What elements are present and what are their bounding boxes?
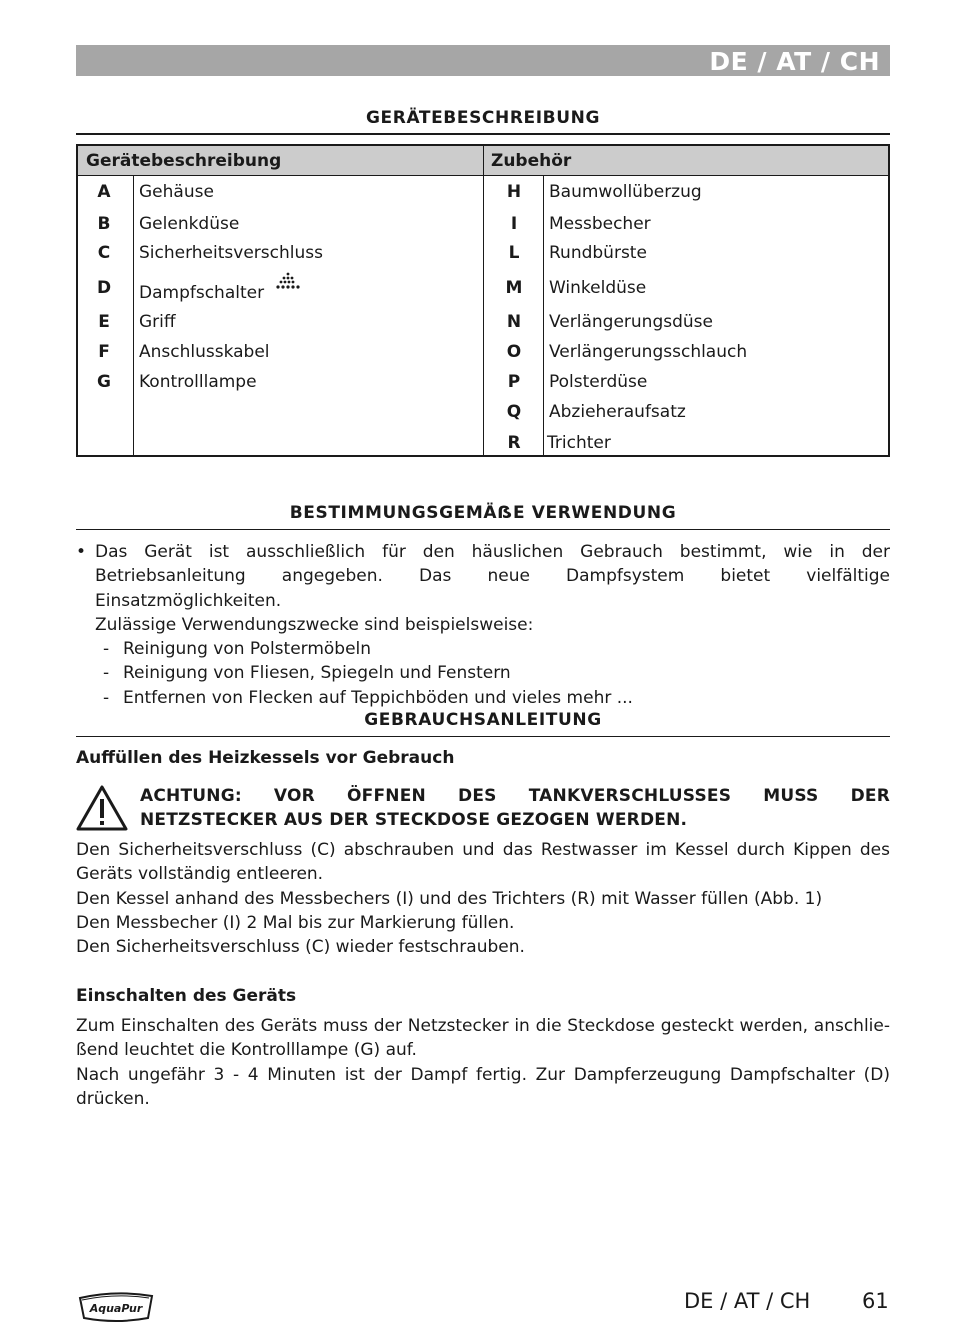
warning-line: ACHTUNG: VOR ÖFFNEN DES TANKVERSCHLUSSES MUSS DER <box>140 786 890 806</box>
table-header-right: Zubehör <box>491 151 572 171</box>
dampfschalter-label: Dampfschalter <box>139 283 265 303</box>
section-rule <box>76 133 890 135</box>
section-title-verwendung: BESTIMMUNGSGEMÄẞE VERWENDUNG <box>289 503 677 523</box>
table-row-text: Gelenkdüse <box>139 214 240 234</box>
dash: - <box>103 663 110 684</box>
list-item: Reinigung von Polstermöbeln <box>123 639 372 660</box>
power-on-instructions <box>76 1014 890 1111</box>
table-row-letter: E <box>98 312 110 332</box>
list-item: Reinigung von Fliesen, Spiegeln und Fenstern <box>123 663 511 684</box>
table-row-text: Kontrolllampe <box>139 372 257 392</box>
dash: - <box>103 639 110 660</box>
table-row-letter: F <box>98 342 110 362</box>
table-row-letter: R <box>507 433 521 453</box>
section-rule <box>76 736 890 737</box>
parts-table <box>76 144 890 457</box>
page-number: 61 <box>862 1289 889 1313</box>
instruction-line: drücken. <box>76 1088 150 1109</box>
bullet: • <box>76 542 87 562</box>
steam-icon <box>273 271 303 293</box>
footer-region: DE / AT / CH <box>684 1289 811 1313</box>
table-row-text: Rundbürste <box>549 243 647 263</box>
section-rule <box>76 529 890 530</box>
table-row-letter: M <box>505 278 523 298</box>
table-row-text: Anschlusskabel <box>139 342 270 362</box>
table-row-letter: D <box>96 278 112 298</box>
table-row-text <box>139 283 264 303</box>
table-row-text: Verlängerungsdüse <box>549 312 713 332</box>
usage-paragraph <box>76 540 890 710</box>
table-row-letter: Q <box>506 402 522 422</box>
table-row-letter: L <box>508 243 520 263</box>
table-row-text: Polsterdüse <box>549 372 648 392</box>
table-row-letter: G <box>97 372 111 392</box>
logo-text: AquaPur <box>89 1302 143 1315</box>
warning-text <box>140 784 890 832</box>
instruction-line: Zum Einschalten des Geräts muss der Netzstecker in die Steckdose gesteckt werden, anschlie- <box>76 1016 890 1036</box>
warning-line: NETZSTECKER AUS DER STECKDOSE GEZOGEN WERDEN. <box>140 810 688 830</box>
instruction-line: Nach ungefähr 3 - 4 Minuten ist der Dampf fertig. Zur Dampferzeugung Dampfschalter (D) <box>76 1064 890 1085</box>
dash: - <box>103 687 110 708</box>
table-row-text: Messbecher <box>549 214 651 234</box>
warning-triangle-icon <box>76 784 128 832</box>
usage-line: Das Gerät ist ausschließlich für den häuslichen Gebrauch bestimmt, wie in der <box>95 542 890 562</box>
header-title: DE / AT / CH <box>709 47 880 76</box>
table-row-text: Verlängerungsschlauch <box>549 342 748 362</box>
table-row-letter: C <box>97 243 111 263</box>
table-row-text: Winkeldüse <box>549 278 647 298</box>
instruction-line: Geräts vollständig entleeren. <box>76 864 324 885</box>
table-row-text: Abzieheraufsatz <box>549 402 686 422</box>
fill-instructions <box>76 838 890 959</box>
instruction-line: ßend leuchtet die Kontrolllampe (G) auf. <box>76 1040 417 1061</box>
instruction-line: Den Sicherheitsverschluss (C) wieder festschrauben. <box>76 937 525 958</box>
table-row-text: Gehäuse <box>139 182 214 202</box>
subheading-einschalten: Einschalten des Geräts <box>76 986 297 1006</box>
table-row-letter: A <box>97 182 111 202</box>
table-row-text: Sicherheitsverschluss <box>139 243 323 263</box>
aquapur-logo <box>76 1288 156 1324</box>
table-row-text: Baumwollüberzug <box>549 182 702 202</box>
table-row-text: Griff <box>139 312 176 332</box>
table-row-letter: I <box>510 214 518 234</box>
section-title-gebrauchsanleitung: GEBRAUCHSANLEITUNG <box>364 710 602 730</box>
table-row-letter: H <box>506 182 522 202</box>
list-item: Entfernen von Flecken auf Teppichböden und vieles mehr ... <box>123 687 633 708</box>
usage-line: Zulässige Verwendungszwecke sind beispielsweise: <box>95 614 534 635</box>
instruction-line: Den Kessel anhand des Messbechers (I) und des Trichters (R) mit Wasser füllen (Abb. 1) <box>76 888 823 909</box>
table-row-letter: O <box>506 342 522 362</box>
table-row-text: Trichter <box>547 433 611 453</box>
instruction-line: Den Sicherheitsverschluss (C) abschrauben und das Restwasser im Kessel durch Kippen des <box>76 840 890 860</box>
table-row-letter: N <box>506 312 522 332</box>
usage-line: Betriebsanleitung angegeben. Das neue Dampfsystem bietet vielfältige Einsatzmöglichkeiten. <box>95 566 890 611</box>
header-bar <box>76 45 890 76</box>
instruction-line: Den Messbecher (I) 2 Mal bis zur Markierung füllen. <box>76 912 515 933</box>
table-row-letter: B <box>97 214 111 234</box>
subheading-auffuellen: Auffüllen des Heizkessels vor Gebrauch <box>76 748 455 768</box>
table-col-divider-left <box>133 175 134 455</box>
table-row-letter: P <box>507 372 521 392</box>
table-header-left: Gerätebeschreibung <box>86 151 282 171</box>
section-title-geraetebeschreibung: GERÄTEBESCHREIBUNG <box>366 108 600 128</box>
